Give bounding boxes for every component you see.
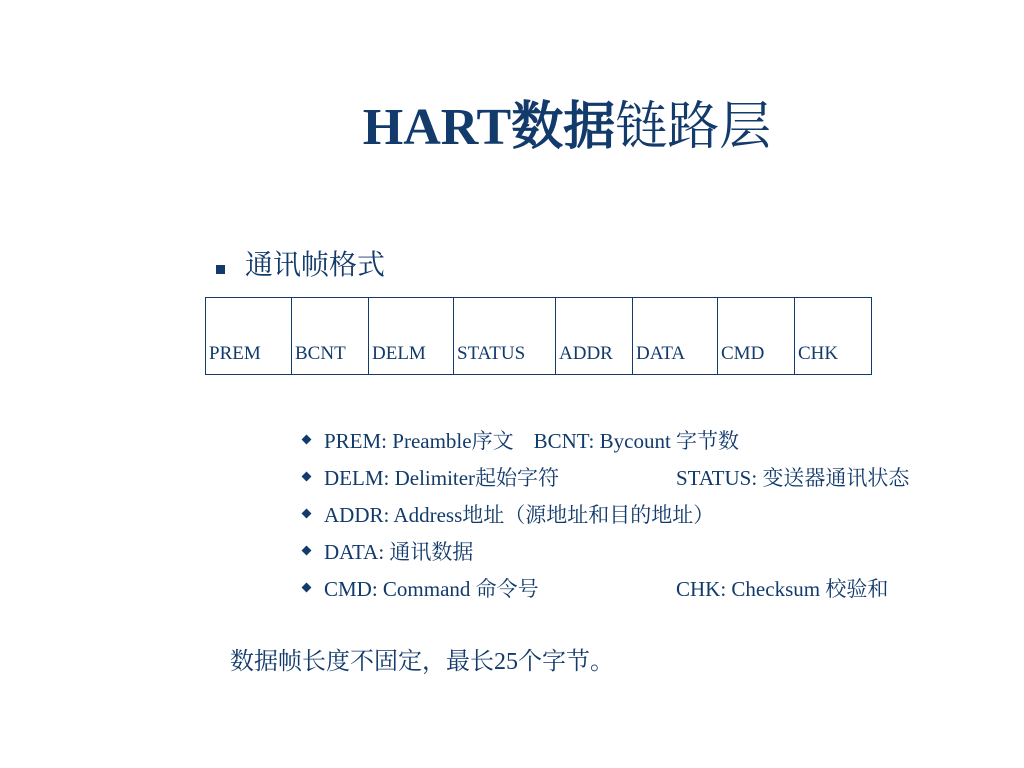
diamond-bullet-icon	[302, 435, 312, 445]
definition-text-extra: BCNT: Bycount 字节数	[533, 428, 740, 453]
definition-item	[300, 532, 1000, 569]
definition-text-col2: STATUS: 变送器通讯状态	[676, 465, 910, 490]
definition-text: DELM: Delimiter起始字符	[324, 465, 560, 490]
definition-text: ADDR: Address地址（源地址和目的地址）	[324, 502, 715, 527]
definition-item	[300, 569, 1000, 606]
definition-text: CMD: Command 命令号	[324, 576, 539, 601]
frame-length-note: 数据帧长度不固定，最长25个字节。	[230, 649, 614, 675]
frame-cell-delm: DELM	[369, 298, 454, 374]
title-bold-part: HART数据	[362, 99, 616, 156]
title-normal-part: 链路层	[615, 99, 772, 156]
definition-text: DATA: 通讯数据	[324, 539, 474, 564]
frame-cell-chk: CHK	[798, 343, 839, 364]
frame-cell-bcnt: BCNT	[292, 298, 369, 374]
frame-cell-prem: PREM	[206, 298, 292, 374]
definition-text-col2: CHK: Checksum 校验和	[676, 576, 889, 601]
frame-format-bullet	[216, 246, 385, 286]
definition-item	[300, 458, 1000, 495]
diamond-bullet-icon	[302, 509, 312, 519]
frame-format-table	[205, 297, 872, 375]
frame-cell-data: DATA	[633, 298, 718, 374]
definition-item	[300, 421, 1000, 458]
square-bullet-icon	[216, 265, 225, 274]
diamond-bullet-icon	[302, 546, 312, 556]
field-definitions-list	[300, 421, 1000, 606]
bullet-text: 通讯帧格式	[245, 250, 386, 281]
frame-cell-addr: ADDR	[556, 298, 633, 374]
definition-text: PREM: Preamble序文	[324, 428, 514, 453]
frame-cell-cmd: CMD	[718, 298, 795, 374]
frame-cell-status: STATUS	[454, 298, 556, 374]
diamond-bullet-icon	[302, 583, 312, 593]
definition-item	[300, 495, 1000, 532]
slide-title	[0, 88, 1024, 168]
diamond-bullet-icon	[302, 472, 312, 482]
